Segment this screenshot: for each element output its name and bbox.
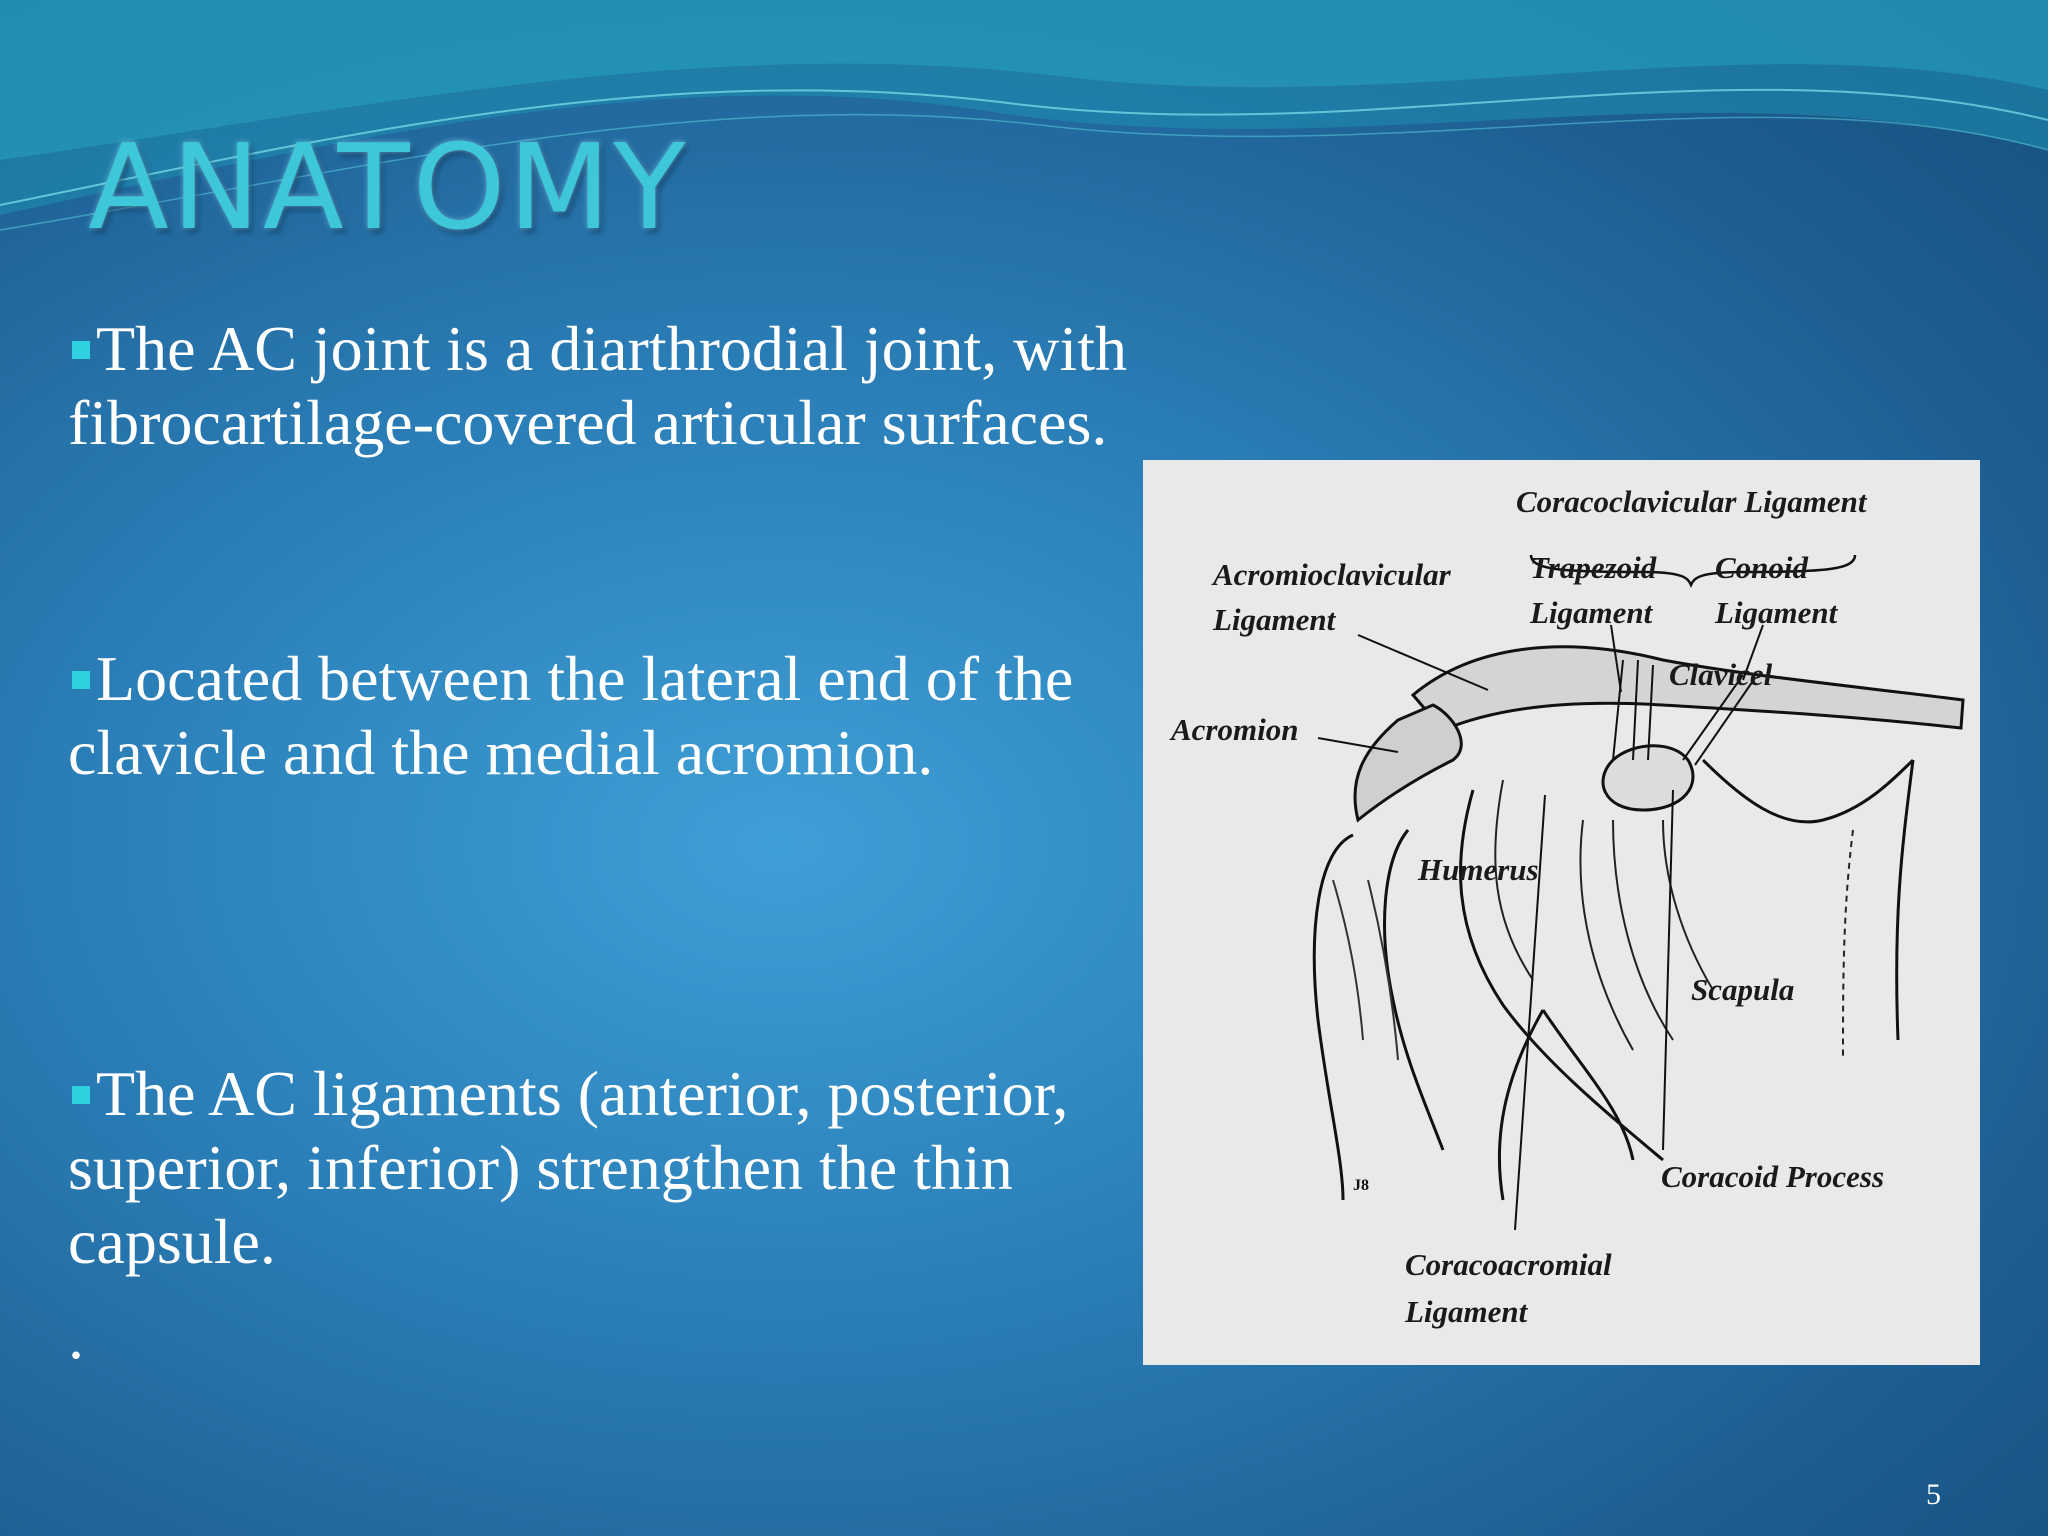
acromion-shape bbox=[1355, 705, 1461, 820]
bullet-item bbox=[68, 642, 1148, 790]
label-coracoid-process: Coracoid Process bbox=[1661, 1159, 1885, 1194]
slide-title: ANATOMY bbox=[88, 118, 689, 256]
label-trapezoid-ligament: Ligament bbox=[1530, 595, 1653, 630]
page-number: 5 bbox=[1926, 1478, 1941, 1511]
label-scapula: Scapula bbox=[1691, 972, 1795, 1007]
label-coracoclavicular-ligament: Coracoclavicular Ligament bbox=[1516, 484, 1867, 519]
bullet-text: The AC ligaments (anterior, posterior, superior, inferior) strengthen the thin capsule. bbox=[68, 1058, 1069, 1277]
bullet-item bbox=[68, 312, 1148, 460]
humerus-outline bbox=[1314, 835, 1353, 1200]
shoulder-anatomy-figure bbox=[1143, 460, 1980, 1365]
bullet-item bbox=[68, 1057, 1148, 1279]
bullet-square-icon bbox=[72, 671, 90, 689]
label-humerus: Humerus bbox=[1418, 852, 1539, 887]
label-coracoacromial-ligament: Ligament bbox=[1405, 1294, 1528, 1329]
bullet-text: Located between the lateral end of the clavicle and the medial acromion. bbox=[68, 643, 1074, 788]
label-conoid: Conoid bbox=[1715, 550, 1809, 585]
label-acromion: Acromion bbox=[1171, 712, 1299, 747]
label-conoid-ligament: Ligament bbox=[1715, 595, 1838, 630]
bullet-square-icon bbox=[72, 341, 90, 359]
label-corner-mark: J8 bbox=[1353, 1177, 1369, 1194]
bullet-text: The AC joint is a diarthrodial joint, with fibrocartilage-covered articular surfaces. bbox=[68, 313, 1127, 458]
label-clavicle: Clavicel bbox=[1669, 657, 1773, 692]
label-acromioclavicular-ligament: Ligament bbox=[1213, 602, 1336, 637]
anatomy-drawing bbox=[1143, 460, 1980, 1365]
trailing-period: . bbox=[68, 1301, 84, 1372]
label-acromioclavicular: Acromioclavicular bbox=[1213, 557, 1451, 592]
label-coracoacromial: Coracoacromial bbox=[1405, 1247, 1612, 1282]
label-trapezoid: Trapezoid bbox=[1530, 550, 1657, 585]
bullet-square-icon bbox=[72, 1086, 90, 1104]
